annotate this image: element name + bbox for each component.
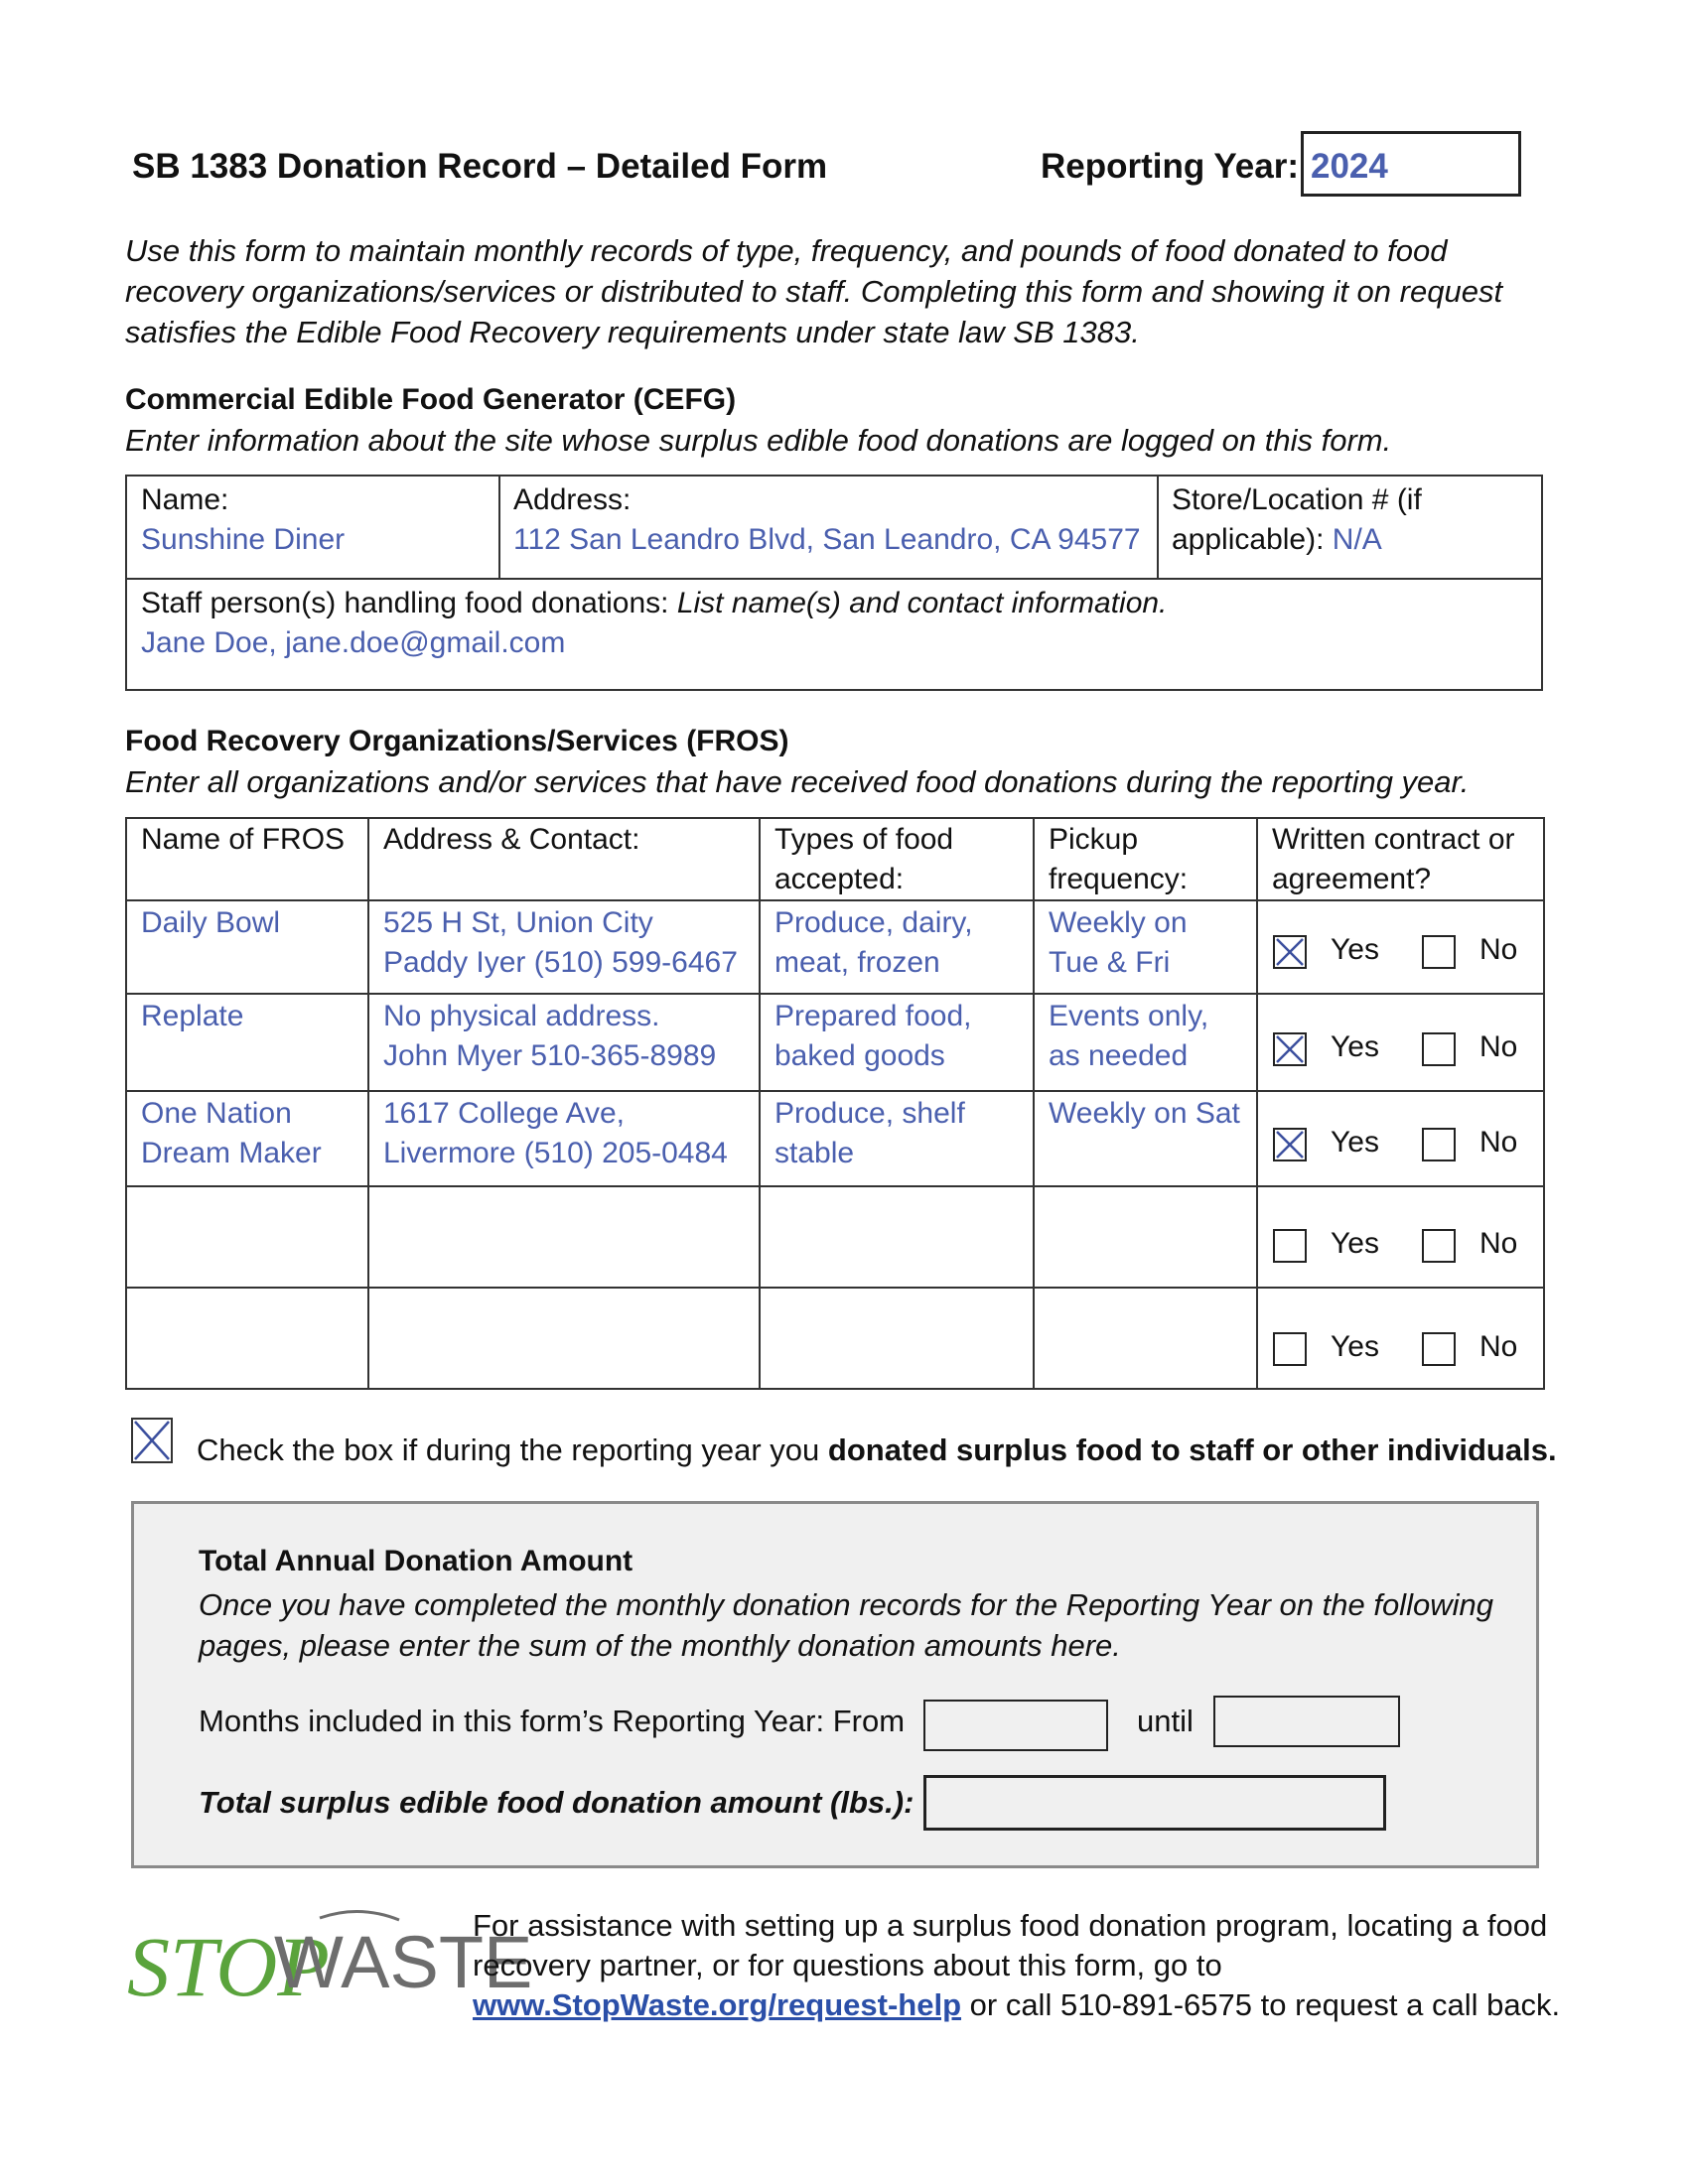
table-divider: [1256, 817, 1258, 1390]
totals-heading: Total Annual Donation Amount: [199, 1545, 633, 1577]
fros-pickup-cell[interactable]: [1049, 997, 1208, 1076]
fros-pickup-cell-line: Tue & Fri: [1049, 946, 1171, 979]
cefg-address-cell[interactable]: [513, 480, 1141, 560]
fros-address-cell-line: 525 H St, Union City: [383, 906, 653, 939]
header-line: Types of food: [774, 823, 954, 856]
fros-types-cell-line: meat, frozen: [774, 946, 940, 979]
contract-yes-checkbox[interactable]: [1273, 1128, 1307, 1161]
table-divider: [125, 993, 1545, 995]
cefg-staff-cell[interactable]: [141, 584, 1167, 663]
fros-types-cell[interactable]: [774, 997, 971, 1076]
reporting-year-label: Reporting Year:: [1041, 147, 1299, 186]
contract-yes-label: Yes: [1331, 1330, 1379, 1363]
table-divider: [1033, 817, 1035, 1390]
contract-no-label: No: [1479, 1126, 1518, 1159]
footer-help-text: [473, 1906, 1565, 2025]
fros-pickup-cell-line: as needed: [1049, 1039, 1189, 1072]
header-line: agreement?: [1272, 863, 1432, 895]
fros-pickup-cell-line: Weekly on Sat: [1049, 1097, 1240, 1130]
stopwaste-logo: [125, 1904, 533, 2038]
contract-yes-checkbox[interactable]: [1273, 935, 1307, 969]
table-divider: [125, 899, 1545, 901]
cefg-store-label: applicable):: [1172, 523, 1325, 556]
contract-yes-label: Yes: [1331, 1227, 1379, 1260]
footer-line: recovery partner, or for questions about this form, go to: [473, 1948, 1222, 1982]
intro-line: recovery organizations/services or distributed to staff. Completing this form and showing it on request: [125, 274, 1503, 309]
table-divider: [367, 817, 369, 1390]
cefg-store-value: N/A: [1332, 523, 1382, 556]
table-divider: [125, 1185, 1545, 1187]
contract-no-label: No: [1479, 1030, 1518, 1063]
table-divider: [125, 1287, 1545, 1289]
table-divider: [125, 578, 1543, 580]
total-lbs-input[interactable]: [923, 1775, 1386, 1831]
intro-line: Use this form to maintain monthly records of type, frequency, and pounds of food donated to food: [125, 233, 1448, 268]
month-from-input[interactable]: [923, 1700, 1108, 1751]
logo-stop-text: STOP: [127, 1919, 330, 2014]
contract-no-checkbox[interactable]: [1422, 1332, 1456, 1366]
table-divider: [498, 475, 500, 580]
fros-address-cell[interactable]: [383, 1094, 728, 1173]
fros-name-cell-line: Dream Maker: [141, 1137, 322, 1169]
instruction-line: Once you have completed the monthly donation records for the Reporting Year on the following: [199, 1587, 1493, 1622]
fros-address-cell-line: 1617 College Ave,: [383, 1097, 625, 1130]
fros-address-cell[interactable]: [383, 997, 716, 1076]
contract-no-checkbox[interactable]: [1422, 1032, 1456, 1066]
staff-donation-plain: Check the box if during the reporting year you: [197, 1433, 820, 1467]
fros-name-cell-line: Daily Bowl: [141, 906, 281, 939]
table-divider: [1157, 475, 1159, 580]
fros-types-cell[interactable]: [774, 1094, 965, 1173]
cefg-address-value: 112 San Leandro Blvd, San Leandro, CA 94577: [513, 523, 1141, 556]
fros-heading: Food Recovery Organizations/Services (FROS): [125, 725, 789, 757]
fros-header-pickup: [1049, 820, 1188, 899]
cefg-staff-label: Staff person(s) handling food donations:: [141, 587, 669, 619]
until-label: until: [1137, 1704, 1194, 1738]
contract-no-label: No: [1479, 1330, 1518, 1363]
fros-address-cell[interactable]: [383, 903, 738, 983]
cefg-staff-value: Jane Doe, jane.doe@gmail.com: [141, 626, 566, 659]
fros-pickup-cell-line: Events only,: [1049, 1000, 1209, 1032]
header-line: accepted:: [774, 863, 905, 895]
fros-pickup-cell[interactable]: [1049, 903, 1188, 983]
table-divider: [125, 1090, 1545, 1092]
cefg-name-value: Sunshine Diner: [141, 523, 346, 556]
fros-pickup-cell[interactable]: [1049, 1094, 1240, 1134]
contract-yes-checkbox[interactable]: [1273, 1032, 1307, 1066]
fros-subheading: Enter all organizations and/or services that have received food donations during the reporting year.: [125, 764, 1470, 799]
instruction-line: pages, please enter the sum of the monthly donation amounts here.: [199, 1628, 1121, 1663]
fros-types-cell[interactable]: [774, 903, 973, 983]
contract-yes-label: Yes: [1331, 933, 1379, 966]
cefg-address-label: Address:: [513, 483, 632, 516]
fros-types-cell-line: Produce, dairy,: [774, 906, 973, 939]
table-divider: [759, 817, 761, 1390]
months-label: Months included in this form’s Reporting Year: From: [199, 1704, 906, 1738]
footer-line: or call 510-891-6575 to request a call back.: [961, 1987, 1561, 2022]
header-line: Pickup: [1049, 823, 1139, 856]
header-line: frequency:: [1049, 863, 1189, 895]
fros-name-cell[interactable]: [141, 997, 243, 1036]
total-lbs-label: Total surplus edible food donation amount (lbs.):: [199, 1785, 914, 1820]
fros-types-cell-line: Prepared food,: [774, 1000, 972, 1032]
fros-address-cell-line: Paddy Iyer (510) 599-6467: [383, 946, 738, 979]
reporting-year-value: 2024: [1311, 147, 1388, 186]
contract-yes-checkbox[interactable]: [1273, 1332, 1307, 1366]
footer-line: For assistance with setting up a surplus food donation program, locating a food: [473, 1908, 1548, 1943]
header-line: Written contract or: [1272, 823, 1515, 856]
staff-donation-checkbox[interactable]: [131, 1418, 173, 1463]
fros-header-types: [774, 820, 953, 899]
fros-types-cell-line: stable: [774, 1137, 855, 1169]
fros-address-cell-line: No physical address.: [383, 1000, 660, 1032]
staff-donation-text: [197, 1433, 1557, 1468]
contract-no-label: No: [1479, 933, 1518, 966]
fros-header-address: Address & Contact:: [383, 823, 640, 856]
cefg-subheading: Enter information about the site whose surplus edible food donations are logged on this form.: [125, 423, 1392, 458]
fros-pickup-cell-line: Weekly on: [1049, 906, 1188, 939]
fros-name-cell[interactable]: [141, 903, 280, 943]
contract-no-checkbox[interactable]: [1422, 935, 1456, 969]
fros-name-cell-line: One Nation: [141, 1097, 292, 1130]
contract-yes-label: Yes: [1331, 1126, 1379, 1159]
logo-waste-text: WASTE: [274, 1921, 533, 2003]
form-title: SB 1383 Donation Record – Detailed Form: [132, 147, 828, 186]
totals-instructions: [199, 1584, 1493, 1666]
fros-header-contract: [1272, 820, 1515, 899]
cefg-name-cell[interactable]: [141, 480, 345, 560]
fros-types-cell-line: Produce, shelf: [774, 1097, 965, 1130]
contract-no-checkbox[interactable]: [1422, 1229, 1456, 1263]
fros-address-cell-line: John Myer 510-365-8989: [383, 1039, 717, 1072]
request-help-link[interactable]: www.StopWaste.org/request-help: [473, 1987, 962, 2022]
fros-address-cell-line: Livermore (510) 205-0484: [383, 1137, 728, 1169]
contract-yes-label: Yes: [1331, 1030, 1379, 1063]
staff-donation-bold: donated surplus food to staff or other individuals.: [827, 1433, 1557, 1467]
cefg-staff-instruction: List name(s) and contact information.: [676, 587, 1168, 619]
cefg-store-label: Store/Location # (if: [1172, 483, 1422, 516]
fros-types-cell-line: baked goods: [774, 1039, 945, 1072]
contract-no-label: No: [1479, 1227, 1518, 1260]
intro-paragraph: [125, 230, 1545, 352]
fros-header-name: Name of FROS: [141, 823, 346, 856]
cefg-name-label: Name:: [141, 483, 229, 516]
cefg-heading: Commercial Edible Food Generator (CEFG): [125, 383, 737, 416]
fros-name-cell[interactable]: [141, 1094, 322, 1173]
fros-name-cell-line: Replate: [141, 1000, 244, 1032]
cefg-store-cell[interactable]: [1172, 480, 1422, 560]
contract-yes-checkbox[interactable]: [1273, 1229, 1307, 1263]
contract-no-checkbox[interactable]: [1422, 1128, 1456, 1161]
intro-line: satisfies the Edible Food Recovery requirements under state law SB 1383.: [125, 315, 1140, 349]
month-until-input[interactable]: [1213, 1696, 1400, 1747]
